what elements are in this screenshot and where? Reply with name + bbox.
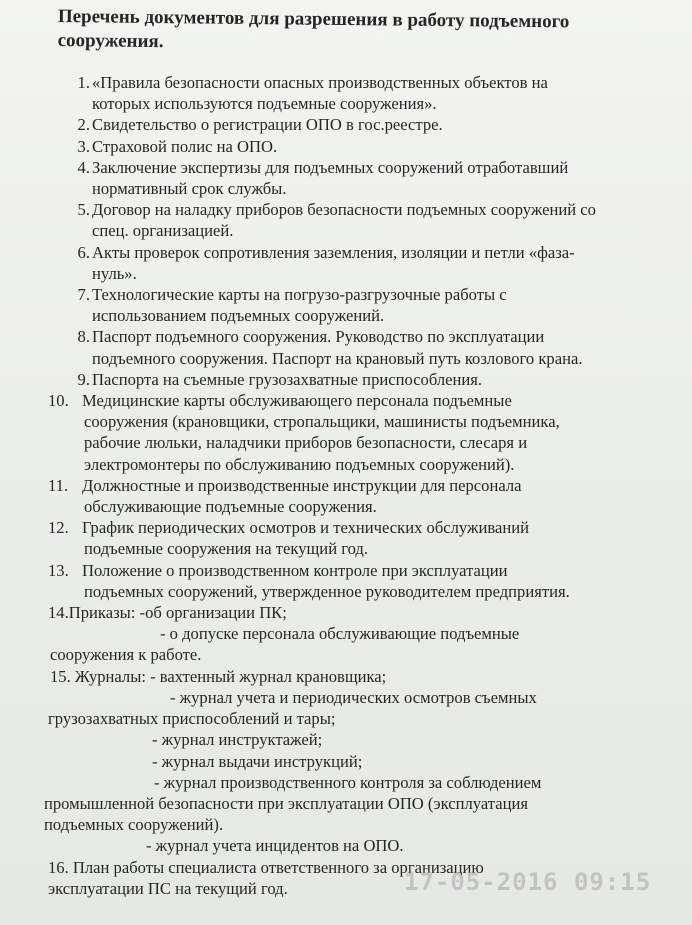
list-item-12 xyxy=(48,517,674,559)
item-text-line: «Правила безопасности опасных производственных объектов на xyxy=(92,73,548,92)
item-text-line: Положение о производственном контроле при эксплуатации xyxy=(82,560,508,580)
list-item-2 xyxy=(54,114,674,135)
list-item-4 xyxy=(54,157,674,199)
item-number: 9. xyxy=(77,369,90,389)
item-number: 1. xyxy=(77,73,90,92)
list-item-10 xyxy=(48,390,674,475)
item-text-line: Паспорта на съемные грузозахватные приспособления. xyxy=(92,369,483,389)
item-15-journal-3: - журнал инструктажей; xyxy=(152,730,323,750)
item-text-line: Договор на наладку приборов безопасности подъемных сооружений со xyxy=(92,200,596,220)
list-item-3 xyxy=(54,136,674,157)
item-text-line: нуль». xyxy=(92,263,137,283)
item-16-line-2: эксплуатации ПС на текущий год. xyxy=(48,878,288,898)
item-16-line-1: 16. План работы специалиста ответственного за организацию xyxy=(48,857,484,877)
item-number: 8. xyxy=(77,327,90,347)
item-15-journal-2b: грузозахватных приспособлений и тары; xyxy=(48,709,336,729)
item-number: 3. xyxy=(77,136,90,156)
item-14-lead: 14.Приказы: -об организации ПК; xyxy=(48,603,287,623)
item-text-line: Медицинские карты обслуживающего персонала подъемные xyxy=(82,391,512,411)
list-item-1 xyxy=(54,72,674,114)
item-15-journal-6: - журнал учета инцидентов на ОПО. xyxy=(146,836,404,856)
item-text-line: подъемные сооружения на текущий год. xyxy=(84,539,369,559)
item-text-line: спец. организацией. xyxy=(92,221,234,241)
item-text-line: подъемных сооружений, утвержденное руководителем предприятия. xyxy=(84,581,570,601)
item-number: 5. xyxy=(77,200,90,220)
item-number: 13. xyxy=(48,560,69,580)
item-text-line: подъемного сооружения. Паспорт на крановый путь козлового крана. xyxy=(92,348,583,368)
item-number: 7. xyxy=(77,285,90,305)
item-text-line: Свидетельство о регистрации ОПО в гос.реестре. xyxy=(92,115,443,135)
list-item-8 xyxy=(54,326,674,368)
item-number: 12. xyxy=(48,518,69,538)
item-text-line: рабочие люльки, наладчики приборов безопасности, слесаря и xyxy=(84,433,528,453)
item-text-line: Акты проверок сопротивления заземления, изоляции и петли «фаза- xyxy=(92,242,575,262)
item-text-line: Заключение экспертизы для подъемных сооружений отработавший xyxy=(92,157,569,177)
list-item-11 xyxy=(48,475,674,517)
list-item-13 xyxy=(48,560,674,602)
item-15-journal-5b: промышленной безопасности при эксплуатации ОПО (эксплуатация xyxy=(44,793,528,813)
title-line-1: Перечень документов для разрешения в работу подъемного xyxy=(57,5,570,33)
item-14-sub: - о допуске персонала обслуживающие подъемные xyxy=(160,624,520,644)
item-text-line: электромонтеры по обслуживанию подъемных сооружений). xyxy=(84,454,515,474)
list-item-5 xyxy=(54,199,674,241)
item-text-line: Должностные и производственные инструкции для персонала xyxy=(82,475,522,495)
item-text-line: нормативный срок службы. xyxy=(92,179,287,199)
item-text-line: сооружения (крановщики, стропальщики, машинисты подъемника, xyxy=(84,412,560,432)
title-line-2: сооружения. xyxy=(57,29,164,53)
item-14-cont: сооружения к работе. xyxy=(50,645,202,665)
item-15-journal-2a: - журнал учета и периодических осмотров съемных xyxy=(170,687,537,707)
list-item-14 xyxy=(48,602,674,666)
item-text-line: Технологические карты на погрузо-разгрузочные работы с xyxy=(92,285,507,305)
item-text-line: Страховой полис на ОПО. xyxy=(92,136,278,156)
item-15-journal-4: - журнал выдачи инструкций; xyxy=(152,751,363,771)
document-list xyxy=(44,72,674,899)
document-title xyxy=(57,5,657,59)
item-number: 10. xyxy=(48,391,69,411)
list-item-7 xyxy=(54,284,674,326)
list-item-15 xyxy=(44,666,674,857)
photo-timestamp: 17-05-2016 09:15 xyxy=(404,868,652,896)
item-number: 6. xyxy=(77,242,90,262)
item-text-line: обслуживающие подъемные сооружения. xyxy=(84,497,377,517)
list-item-9 xyxy=(54,369,674,390)
item-15-journal-5a: - журнал производственного контроля за соблюдением xyxy=(154,772,542,792)
item-number: 2. xyxy=(77,115,90,135)
item-text-line: Паспорт подъемного сооружения. Руководство по эксплуатации xyxy=(92,327,545,347)
item-number: 11. xyxy=(48,475,69,495)
item-text-line: использованием подъемных сооружений. xyxy=(92,306,385,326)
item-15-journal-5c: подъемных сооружений). xyxy=(44,815,224,835)
item-text-line: которых используются подъемные сооружения». xyxy=(92,94,437,114)
list-item-6 xyxy=(54,242,674,284)
item-15-lead: 15. Журналы: - вахтенный журнал крановщика; xyxy=(50,666,387,686)
item-number: 4. xyxy=(77,157,90,177)
item-text-line: График периодических осмотров и технических обслуживаний xyxy=(82,518,529,538)
